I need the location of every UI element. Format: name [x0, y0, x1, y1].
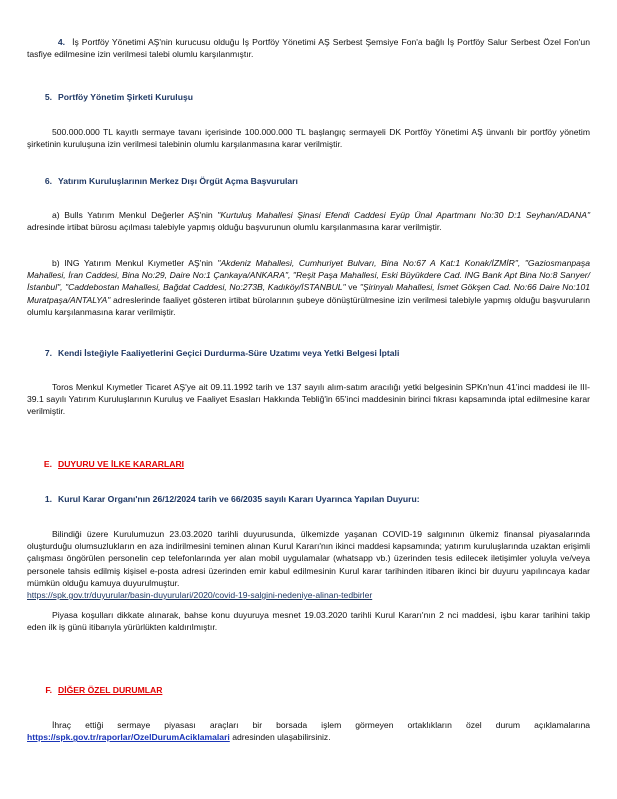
section-f-heading [27, 684, 590, 696]
item-7-heading [27, 347, 590, 359]
item-6a-address: "Kurtuluş Mahallesi Şinasi Efendi Caddesi Eyüp Ünal Apartmanı No:30 D:1 Seyhan/ADANA" [217, 210, 591, 220]
item-4-text: İş Portföy Yönetimi AŞ'nin kurucusu olduğu İş Portföy Yönetimi AŞ Serbest Şemsiye Fon'a bağlı İş Portföy Salur Serbest Özel Fon'un tasfiye edilmesine izin verilmesi talebi olumlu karşılanmıştır. [27, 37, 590, 60]
item-6b-address-antalya: "Şirinyalı Mahallesi, İsmet Gökşen Cad. No:66 Daire No:101 Muratpaşa/ANTALYA" [27, 282, 591, 305]
item-5-title: Portföy Yönetim Şirketi Kuruluşu [58, 92, 193, 102]
item-6b-text-2: ve [348, 282, 358, 293]
section-e-heading [27, 458, 590, 470]
section-e-item-1-heading [27, 493, 590, 505]
section-f-paragraph [27, 719, 590, 743]
item-4-number: 4. [57, 37, 65, 47]
item-6-number: 6. [44, 176, 52, 186]
item-7-paragraph: Toros Menkul Kıymetler Ticaret AŞ'ye ait 09.11.1992 tarih ve 137 sayılı alım-satım aracılığı yetki belgesinin SPKn'nun 41'inci maddesi ile III-39.1 sayılı Yatırım Kuruluşlarının Kuruluş ve Faaliyet Esasları Hakkında Tebliğ'in 65'inci maddesinin birinci fıkrası kapsamında iptal edilmesine karar verilmiştir. [27, 382, 590, 417]
covid-announcement-link[interactable]: https://spk.gov.tr/duyurular/basin-duyurulari/2020/covid-19-salgini-nedeniye-alinan-tedbirler [27, 590, 373, 601]
item-6a-label: a) [52, 210, 60, 220]
section-e-link-line [27, 589, 590, 601]
section-e-title: DUYURU VE İLKE KARARLARI [58, 459, 185, 469]
section-f-text-2: adresinden ulaşabilirsiniz. [232, 732, 331, 743]
section-e-letter: E. [43, 459, 52, 469]
item-6b-addresses: "Akdeniz Mahallesi, Cumhuriyet Bulvarı, Bina No:67 A Kat:1 Konak/İZMİR", "Gaziosmanpaşa Mahallesi, İran Caddesi, Bina No:29, Daire No:1 Çankaya/ANKARA", "Reşit Paşa Mahallesi, Eski Büyükdere Cad. ING Bank Apt Bina No:8 Sarıyer/İstanbul", "Caddebostan Mahallesi, Bağdat Caddesi, No:273B, Kadıköy/İSTANBUL" [27, 258, 590, 293]
section-f-letter: F. [45, 685, 52, 695]
special-disclosures-link[interactable]: https://spk.gov.tr/raporlar/OzelDurumAciklamalari [27, 732, 230, 743]
item-6a-text-2: adresinde irtibat bürosu açılması talebiyle yapmış olduğu başvurunun olumlu karşılanmasına karar verilmiştir. [27, 222, 442, 233]
section-e-body [27, 528, 590, 634]
item-6a-paragraph [27, 209, 590, 233]
item-6-heading [27, 175, 590, 187]
section-e-item-1-number: 1. [44, 494, 52, 504]
section-e-paragraph-1: Bilindiği üzere Kurulumuzun 23.03.2020 tarihli duyurusunda, ülkemizde yaşanan COVID-19 salgınının ülkemiz finansal piyasalarında oluşturduğu olumsuzlukların en aza indirilmesini teminen alınan Kurul Kararı'nın ikinci maddesi kapsamında; yatırım kuruluşlarında uzaktan erişimli çalışması öngörülen personelin cep telefonlarında yer alan mobil uygulamalar (whatsapp vb.) üzerinden tesis edilecek iletişimler yoluyla ve/veya personele tahsis edilmiş kişisel e-posta adresi üzerinden emir kabul edilmesinin Kurul karar tarihinden itibaren ikinci bir duyuru yapılıncaya kadar mümkün olduğu kamuya duyurulmuştur. [27, 529, 590, 588]
section-e-item-1-title: Kurul Karar Organı'nın 26/12/2024 tarih ve 66/2035 sayılı Kararı Uyarınca Yapılan Duyuru: [58, 494, 420, 504]
section-e-paragraph-2: Piyasa koşulları dikkate alınarak, bahse konu duyuruya mesnet 19.03.2020 tarihli Kurul Kararı'nın 2 nci maddesi, işbu karar tarihini takip eden ilk iş günü itibarıyla yürürlükten kaldırılmıştır. [27, 610, 590, 633]
section-f-title: DİĞER ÖZEL DURUMLAR [58, 685, 163, 695]
item-5-heading [27, 91, 590, 103]
item-6b-paragraph [27, 257, 590, 318]
item-7-title: Kendi İsteğiyle Faaliyetlerini Geçici Durdurma-Süre Uzatımı veya Yetki Belgesi İptali [58, 348, 400, 358]
item-7-number: 7. [44, 348, 52, 358]
item-4-paragraph [27, 36, 590, 60]
item-6b-text-1: ING Yatırım Menkul Kıymetler AŞ'nin [64, 258, 213, 268]
item-6b-text-3: adreslerinde faaliyet gösteren irtibat bürolarının şubeye dönüştürülmesine izin verilmesi talebiyle yapmış olduğu başvuruların olumlu karşılanmasına karar verilmiştir. [27, 294, 591, 317]
item-6-title: Yatırım Kuruluşlarının Merkez Dışı Örgüt Açma Başvuruları [58, 176, 298, 186]
item-6b-label: b) [52, 258, 60, 268]
section-f-text-1: İhraç ettiği sermaye piyasası araçları bir borsada işlem görmeyen ortaklıkların özel durum açıklamalarına [52, 720, 590, 730]
item-5-paragraph: 500.000.000 TL kayıtlı sermaye tavanı içerisinde 100.000.000 TL başlangıç sermayeli DK Portföy Yönetimi AŞ ünvanlı bir portföy yönetim şirketinin kuruluşuna izin verilmesi talebinin olumlu karşılanmasına karar verilmiştir. [27, 127, 590, 150]
item-5-number: 5. [44, 92, 52, 102]
item-6a-text-1: Bulls Yatırım Menkul Değerler AŞ'nin [64, 210, 213, 220]
